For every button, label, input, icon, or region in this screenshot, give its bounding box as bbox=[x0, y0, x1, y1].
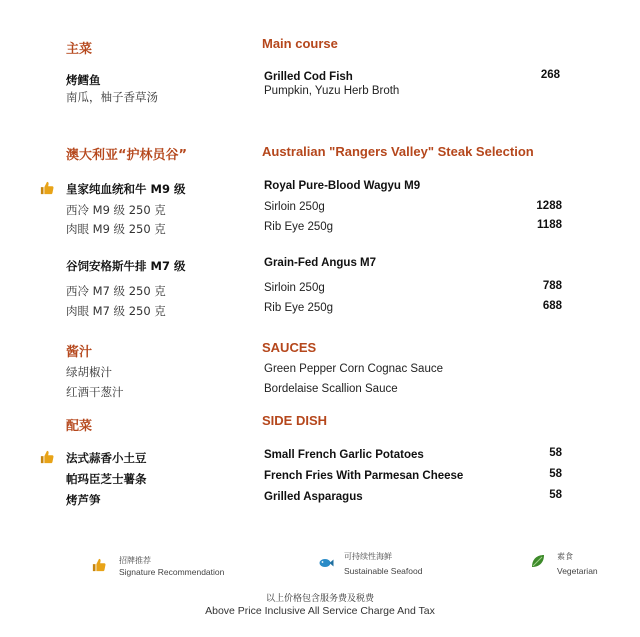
angus-ribeye-en: Rib Eye 250g bbox=[264, 302, 334, 314]
steak-cn-title: 澳大利亚“护林员谷” bbox=[66, 148, 188, 163]
sauces-en-title: SAUCES bbox=[262, 340, 317, 355]
side-asparagus-en: Grilled Asparagus bbox=[264, 491, 363, 503]
thumbs-up-icon bbox=[40, 180, 54, 199]
thumbs-up-icon bbox=[40, 449, 54, 468]
sauce-pepper-en: Green Pepper Corn Cognac Sauce bbox=[264, 363, 443, 375]
wagyu-en-name: Royal Pure-Blood Wagyu M9 bbox=[264, 180, 421, 192]
price-note-en: Above Price Inclusive All Service Charge And Tax bbox=[205, 605, 435, 617]
wagyu-ribeye-en: Rib Eye 250g bbox=[264, 221, 334, 233]
angus-ribeye-price: 688 bbox=[542, 300, 562, 312]
price-note-cn: 以上价格包含服务费及税费 bbox=[265, 594, 374, 604]
cod-en-desc: Pumpkin, Yuzu Herb Broth bbox=[264, 85, 400, 97]
angus-sirloin-price: 788 bbox=[542, 280, 562, 292]
angus-en-name: Grain-Fed Angus M7 bbox=[264, 257, 377, 269]
side-potatoes-price: 58 bbox=[549, 447, 562, 459]
sauce-bordelaise-en: Bordelaise Scallion Sauce bbox=[264, 383, 398, 395]
angus-sirloin-en: Sirloin 250g bbox=[264, 282, 325, 294]
leaf-icon bbox=[530, 553, 546, 573]
sides-cn-title: 配菜 bbox=[66, 419, 93, 434]
legend-vegetarian-cn: 素食 bbox=[557, 552, 573, 561]
side-fries-cn: 帕玛臣芝士薯条 bbox=[66, 472, 147, 486]
wagyu-ribeye-cn: 肉眼 M9 级 250 克 bbox=[66, 222, 166, 236]
wagyu-sirloin-price: 1288 bbox=[536, 200, 562, 212]
sauces-cn-title: 酱汁 bbox=[66, 345, 93, 360]
main-course-en-title: Main course bbox=[262, 36, 338, 51]
side-potatoes-en: Small French Garlic Potatoes bbox=[264, 449, 424, 461]
legend-seafood-cn: 可持续性海鲜 bbox=[344, 552, 392, 561]
cod-cn-desc: 南瓜，柚子香草汤 bbox=[66, 90, 158, 104]
legend-signature-en: Signature Recommendation bbox=[119, 567, 225, 577]
angus-cn-name: 谷饲安格斯牛排 M7 级 bbox=[66, 259, 186, 273]
cod-price: 268 bbox=[540, 69, 560, 81]
side-asparagus-price: 58 bbox=[549, 489, 562, 501]
wagyu-cn-name: 皇家纯血统和牛 M9 级 bbox=[66, 182, 186, 196]
legend-seafood-en: Sustainable Seafood bbox=[344, 566, 423, 576]
cod-cn-name: 烤鳕鱼 bbox=[66, 73, 101, 87]
sauce-bordelaise-cn: 红酒干葱汁 bbox=[66, 385, 124, 399]
side-fries-en: French Fries With Parmesan Cheese bbox=[264, 470, 464, 482]
wagyu-sirloin-en: Sirloin 250g bbox=[264, 201, 325, 213]
steak-en-title: Australian "Rangers Valley" Steak Selection bbox=[262, 144, 534, 159]
cod-en-name: Grilled Cod Fish bbox=[264, 71, 353, 83]
side-potatoes-cn: 法式蒜香小土豆 bbox=[66, 451, 147, 465]
legend-signature-cn: 招牌推荐 bbox=[119, 556, 151, 565]
side-fries-price: 58 bbox=[549, 468, 562, 480]
side-asparagus-cn: 烤芦笋 bbox=[66, 493, 101, 507]
wagyu-ribeye-price: 1188 bbox=[537, 219, 562, 231]
fish-icon bbox=[318, 555, 334, 575]
wagyu-sirloin-cn: 西冷 M9 级 250 克 bbox=[66, 203, 166, 217]
angus-sirloin-cn: 西冷 M7 级 250 克 bbox=[66, 284, 166, 298]
thumbs-up-icon bbox=[92, 557, 106, 576]
sauce-pepper-cn: 绿胡椒汁 bbox=[66, 365, 112, 379]
sides-en-title: SIDE DISH bbox=[262, 413, 328, 428]
legend-vegetarian-en: Vegetarian bbox=[557, 566, 598, 576]
main-course-cn-title: 主菜 bbox=[66, 42, 93, 57]
angus-ribeye-cn: 肉眼 M7 级 250 克 bbox=[66, 304, 166, 318]
